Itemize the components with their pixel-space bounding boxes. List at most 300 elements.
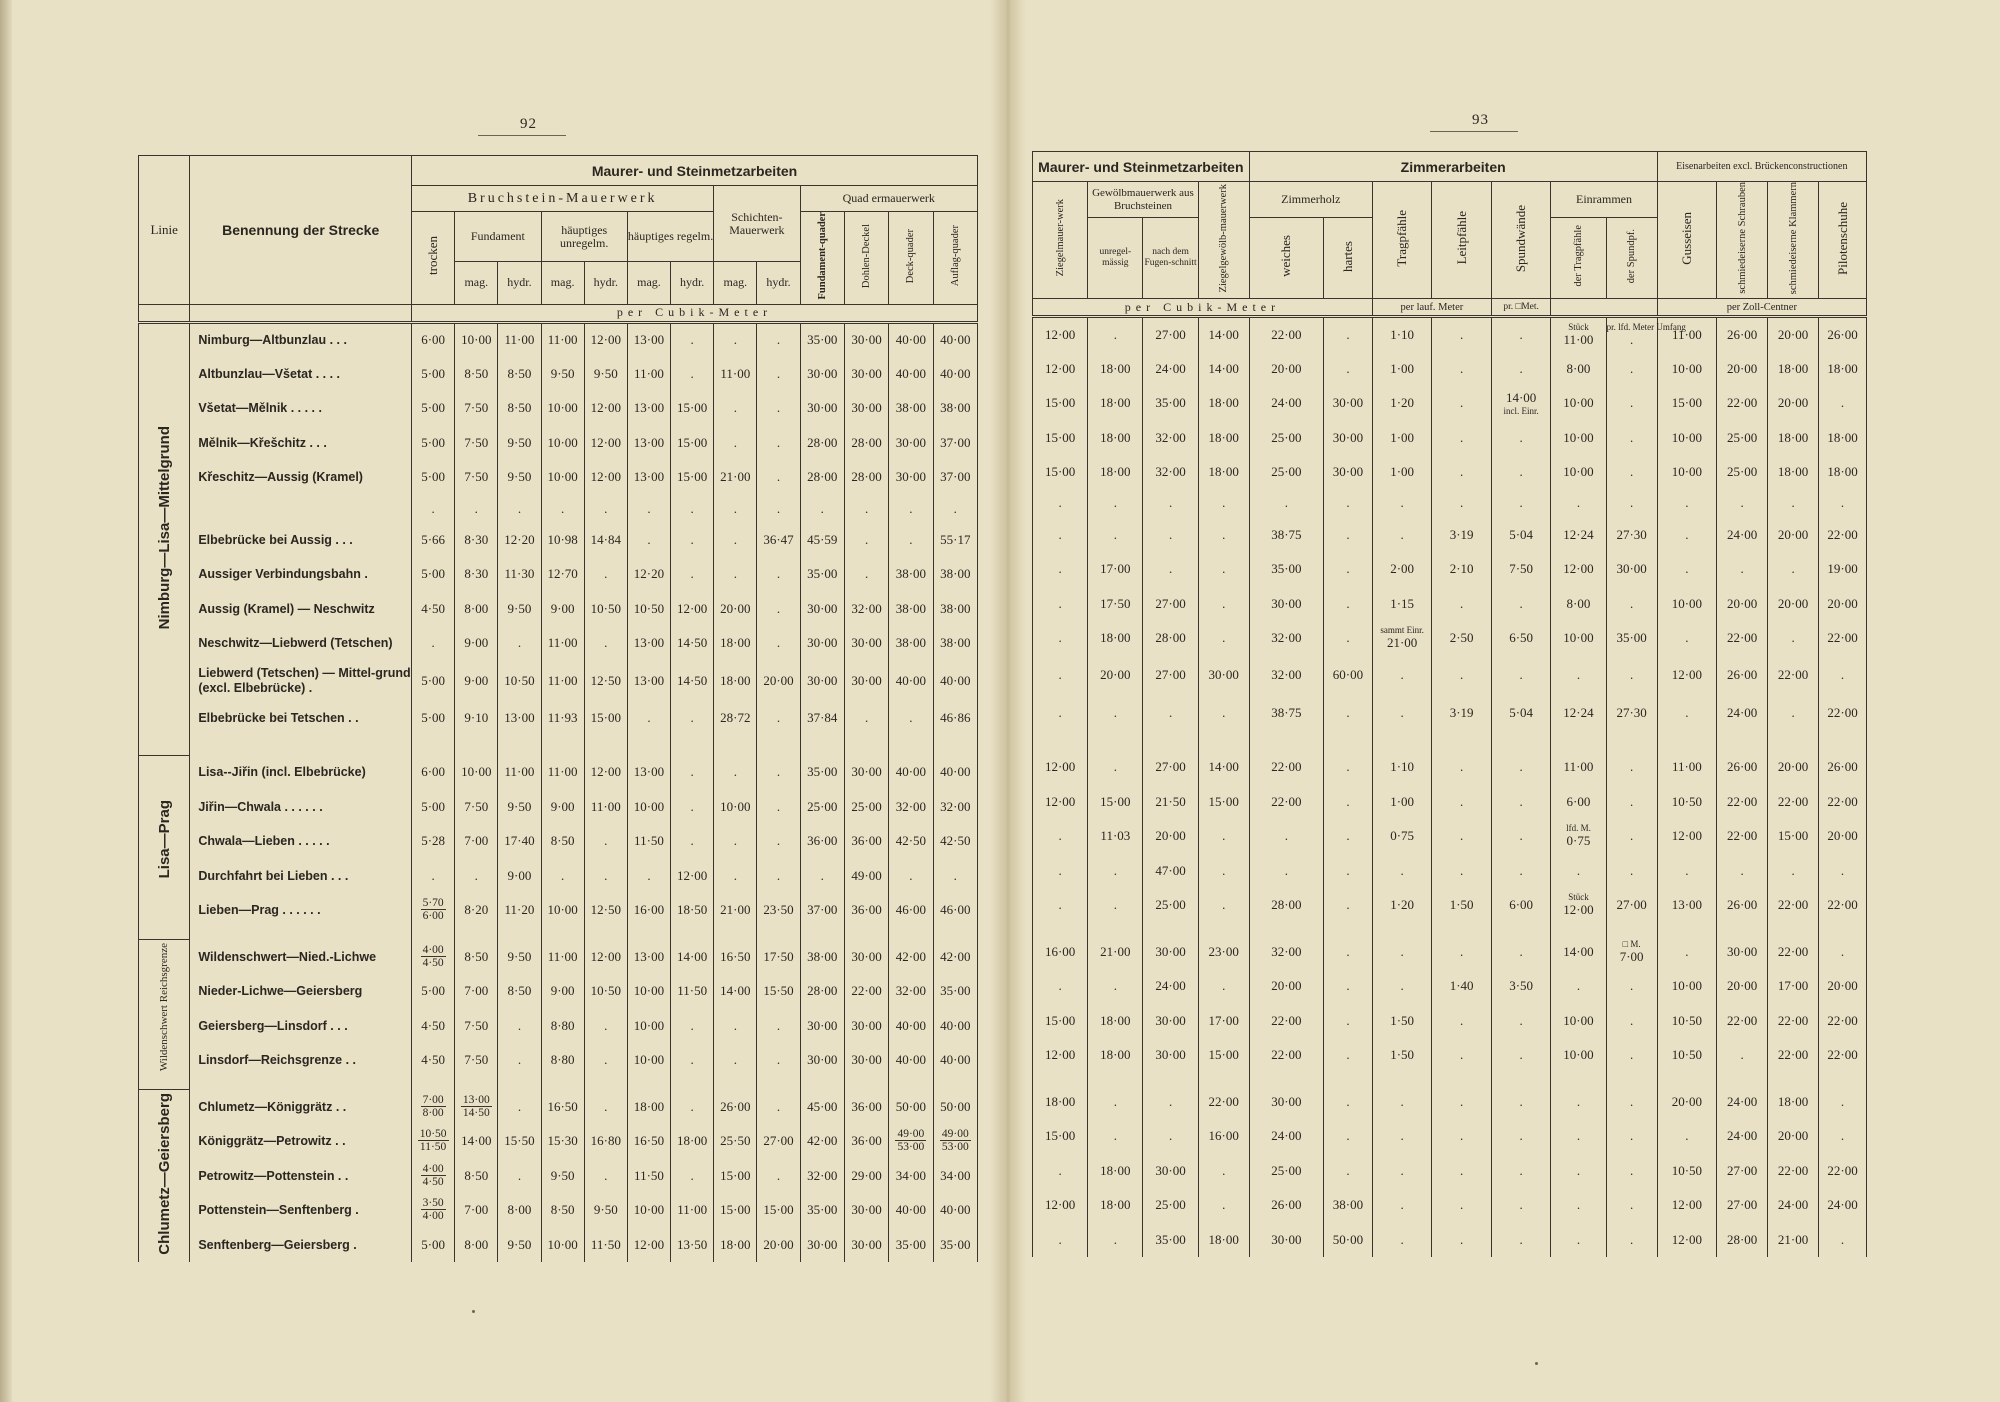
price-cell: 20·00 [1768,750,1819,785]
price-cell: 8·20 [455,893,498,928]
price-cell: 22·00 [1819,784,1867,819]
price-cell: 32·00 [1143,455,1198,490]
price-cell: 17·00 [1198,1003,1249,1038]
price-cell: 40·00 [933,661,977,701]
table-row [1033,819,1867,854]
price-cell: . [412,859,455,894]
price-cell: 18·00 [714,626,757,661]
price-cell: . [844,523,888,558]
table-row [139,1043,978,1078]
haupt-unregelm-header: häuptiges unregelm. [541,212,627,262]
price-cell: 16·00 [627,893,670,928]
price-cell: pr. lfd. Meter Umfang . [1606,317,1657,352]
group-spacer [139,1078,978,1090]
hydr-header: hydr. [671,262,714,304]
price-cell: 42·50 [933,824,977,859]
price-cell: . [1088,517,1143,552]
price-cell: 16·50 [627,1124,670,1159]
price-cell: . [844,701,888,736]
price-cell: 40·00 [933,322,977,357]
table-row [1033,552,1867,587]
route-name: Chlumetz—Königgrätz . . [190,1090,412,1125]
price-cell: $\frac{49\cdot 00}{53\cdot 00}$ [889,1124,933,1159]
table-row [139,391,978,426]
price-cell: . [1768,853,1819,888]
price-cell: 10·00 [1657,420,1716,455]
price-cell: 5·00 [412,557,455,592]
price-cell: 30·00 [800,1009,844,1044]
price-cell: 8·50 [541,1193,584,1228]
price-cell: 7·00 [455,1193,498,1228]
price-cell: . [1033,489,1088,517]
table-row [139,626,978,661]
price-cell: 12·24 [1551,695,1606,730]
price-cell: 10·00 [1551,420,1606,455]
price-cell: . [1372,655,1431,695]
price-cell: . [714,755,757,790]
price-cell: . [1198,969,1249,1004]
price-cell: 25·00 [800,790,844,825]
price-cell: 1·15 [1372,586,1431,621]
price-cell: . [1324,586,1373,621]
price-cell: 8·00 [1551,586,1606,621]
price-cell: 6·00 [412,755,455,790]
price-cell: . [1432,386,1491,421]
price-cell: . [1198,1153,1249,1188]
route-name: Nieder-Lichwe—Geiersberg [190,974,412,1009]
price-cell: . [671,1043,714,1078]
price-cell: 22·00 [1819,517,1867,552]
price-cell: 14·00 [714,974,757,1009]
fugenschnitt-header: nach dem Fugen-schnitt [1143,218,1198,299]
price-cell: 37·84 [800,701,844,736]
der-spundpf-header: der Spundpf. [1606,218,1657,299]
price-cell: 18·00 [1088,1188,1143,1223]
price-cell: 8·00 [455,592,498,627]
price-cell: . [1088,1119,1143,1154]
price-cell: 50·00 [933,1090,977,1125]
price-cell: 24·00 [1249,386,1323,421]
price-cell: 27·00 [1143,317,1198,352]
price-cell: 12·00 [1657,655,1716,695]
price-cell: 36·00 [844,1124,888,1159]
price-cell: 15·00 [757,1193,800,1228]
price-cell: 18·00 [1768,1084,1819,1119]
table-row [1033,517,1867,552]
price-cell: . [1606,1222,1657,1257]
price-cell: . [1143,489,1198,517]
price-cell: Stück 11·00 [1551,317,1606,352]
price-cell: . [1657,552,1716,587]
price-cell: 22·00 [1249,1003,1323,1038]
table-row [139,940,978,975]
price-cell: 13·00 [627,322,670,357]
price-cell: 5·00 [412,661,455,701]
price-cell: 8·50 [455,940,498,975]
price-cell: 40·00 [889,755,933,790]
price-cell: . [1088,969,1143,1004]
price-cell: 15·00 [1768,819,1819,854]
price-cell: 60·00 [1324,655,1373,695]
price-cell: 30·00 [1324,420,1373,455]
price-cell: . [1432,750,1491,785]
price-cell: 1·00 [1372,420,1431,455]
fundament-header: Fundament [455,212,541,262]
price-cell: 40·00 [889,357,933,392]
route-name: Lisa--Jiřin (incl. Elbebrücke) [190,755,412,790]
price-cell: 30·00 [800,391,844,426]
price-cell: . [1819,1084,1867,1119]
right-price-table [1032,151,1867,1257]
left-price-table [138,155,978,1262]
price-cell: 15·00 [1033,1119,1088,1154]
price-cell: 8·50 [498,357,541,392]
price-cell: . [1033,888,1088,923]
price-cell: 25·00 [1717,420,1768,455]
price-cell: $\frac{49\cdot 00}{53\cdot 00}$ [933,1124,977,1159]
price-cell: . [889,495,933,523]
price-cell: 20·00 [1768,386,1819,421]
price-cell: 11·00 [541,626,584,661]
price-cell: 24·00 [1249,1119,1323,1154]
price-cell: 22·00 [1249,1038,1323,1073]
price-cell: $\frac{10\cdot 50}{11\cdot 50}$ [412,1124,455,1159]
price-cell: 7·50 [455,790,498,825]
price-cell: 32·00 [889,974,933,1009]
price-cell: . [1324,621,1373,656]
table-row [139,322,978,357]
price-cell: 10·50 [1657,784,1716,819]
price-cell: 26·00 [1717,317,1768,352]
price-cell: . [1819,489,1867,517]
price-cell: . [714,1009,757,1044]
price-cell: 40·00 [889,661,933,701]
price-cell: 12·00 [1033,317,1088,352]
deckquader-header: Deck-quader [889,212,933,305]
price-cell: 42·00 [933,940,977,975]
route-name: Chwala—Lieben . . . . . [190,824,412,859]
price-cell: . [1551,1222,1606,1257]
fundamentquader-header: Fundament-quader [800,212,844,305]
einrammen-header: Einrammen [1551,182,1657,218]
line-label: Wildenschwert Reichsgrenze [139,940,190,1078]
price-cell: 14·00 incl. Einr. [1491,386,1550,421]
price-cell: 9·50 [498,940,541,975]
price-cell: . [1768,695,1819,730]
price-cell: 5·66 [412,523,455,558]
price-cell: 10·00 [1551,621,1606,656]
leitpfaehle-header: Leitpfähle [1432,182,1491,299]
price-cell: 18·00 [1819,455,1867,490]
price-cell: 1·50 [1432,888,1491,923]
route-name: Elbebrücke bei Tetschen . . [190,701,412,736]
price-cell: . [1324,934,1373,969]
price-cell: . [1606,489,1657,517]
price-cell: 47·00 [1143,853,1198,888]
price-cell: 22·00 [1768,784,1819,819]
price-cell: . [1198,586,1249,621]
price-cell: 20·00 [1819,586,1867,621]
price-cell: 32·00 [1249,621,1323,656]
price-cell: 11·00 [671,1193,714,1228]
price-cell: 32·00 [1143,420,1198,455]
price-cell: . [889,859,933,894]
price-cell: 18·00 [1088,1153,1143,1188]
price-cell: 30·00 [800,661,844,701]
price-cell: . [498,495,541,523]
table-row [1033,655,1867,695]
schichten-header: Schichten-Mauerwerk [714,186,800,262]
price-cell: 24·00 [1717,1119,1768,1154]
price-cell: . [1657,934,1716,969]
line-label: Lisa—Prag [139,755,190,928]
price-cell: 27·30 [1606,517,1657,552]
price-cell: 11·30 [498,557,541,592]
price-cell: . [1324,784,1373,819]
price-cell: 10·00 [1551,455,1606,490]
trocken-header: trocken [412,212,455,305]
price-cell: 30·00 [1249,1222,1323,1257]
table-row [1033,1188,1867,1223]
price-cell: . [1324,1084,1373,1119]
price-cell: . [541,495,584,523]
price-cell: . [455,859,498,894]
price-cell: 40·00 [889,1009,933,1044]
price-cell: 22·00 [1819,1003,1867,1038]
price-cell: 10·00 [1657,586,1716,621]
price-cell: 28·00 [800,426,844,461]
price-cell: . [1432,351,1491,386]
price-cell: 1·10 [1372,750,1431,785]
price-cell: . [757,391,800,426]
price-cell: . [1033,1153,1088,1188]
route-name: Elbebrücke bei Aussig . . . [190,523,412,558]
price-cell: 8·50 [498,391,541,426]
price-cell: . [1198,695,1249,730]
price-cell: 45·00 [800,1090,844,1125]
table-row [1033,420,1867,455]
price-cell: 21·00 [1088,934,1143,969]
price-cell: . [1372,1222,1431,1257]
price-cell: $\frac{5\cdot 70}{6\cdot 00}$ [412,893,455,928]
table-row [139,790,978,825]
price-cell: 6·00 [1491,888,1550,923]
price-cell: 9·10 [455,701,498,736]
price-cell: 28·00 [844,460,888,495]
price-cell: 11·93 [541,701,584,736]
price-cell: . [714,523,757,558]
price-cell: 11·00 [714,357,757,392]
price-cell: 21·50 [1143,784,1198,819]
book-gutter [990,0,1026,1402]
price-cell: 18·00 [627,1090,670,1125]
price-cell: 12·00 [1657,1222,1716,1257]
table-row [139,495,978,523]
price-cell: . [671,790,714,825]
route-name: Königgrätz—Petrowitz . . [190,1124,412,1159]
table-row [139,426,978,461]
price-cell: $\frac{4\cdot 00}{4\cdot 50}$ [412,1159,455,1194]
price-cell: 5·00 [412,357,455,392]
price-cell: 22·00 [1198,1084,1249,1119]
price-cell: 11·00 [498,322,541,357]
price-cell: 20·00 [1768,1119,1819,1154]
price-cell: 38·00 [889,557,933,592]
price-cell: 15·00 [1198,1038,1249,1073]
table-row [1033,455,1867,490]
units-qm: pr. □Met. [1491,299,1550,317]
table-row [1033,1153,1867,1188]
price-cell: 30·00 [1143,1038,1198,1073]
table-row [1033,1003,1867,1038]
price-cell: 15·50 [498,1124,541,1159]
price-cell: 15·00 [714,1159,757,1194]
price-cell: 10·50 [584,592,627,627]
price-cell: . [757,701,800,736]
price-cell: 40·00 [933,755,977,790]
price-cell: 7·50 [455,1043,498,1078]
price-cell: 30·00 [844,755,888,790]
price-cell: 30·00 [889,460,933,495]
table-row [1033,853,1867,888]
price-cell: . [889,523,933,558]
price-cell: 30·00 [800,1228,844,1263]
price-cell: 30·00 [1249,1084,1323,1119]
price-cell: . [1551,1084,1606,1119]
table-row [139,1193,978,1228]
price-cell: 32·00 [889,790,933,825]
price-cell: . [584,495,627,523]
table-row [139,1124,978,1159]
price-cell: 15·50 [757,974,800,1009]
price-cell: 16·50 [541,1090,584,1125]
price-cell: 22·00 [1819,1038,1867,1073]
price-cell: . [1432,455,1491,490]
price-cell: 40·00 [933,1193,977,1228]
price-cell: . [1432,1153,1491,1188]
price-cell: 38·00 [800,940,844,975]
mag-header: mag. [714,262,757,304]
price-cell: . [757,859,800,894]
price-cell: 10·00 [541,460,584,495]
der-tragpfaehle-header: der Tragpfähle [1551,218,1606,299]
price-cell: 12·00 [1657,819,1716,854]
price-cell: 9·00 [541,974,584,1009]
price-cell: . [1143,552,1198,587]
price-cell: 14·50 [671,626,714,661]
price-cell: . [1491,853,1550,888]
units-label: per Cubik-Meter [412,304,978,322]
price-cell: 9·00 [541,790,584,825]
price-cell: 38·00 [889,592,933,627]
price-cell: 18·00 [1088,1003,1143,1038]
price-cell: . [498,1043,541,1078]
price-cell: . [1432,1188,1491,1223]
price-cell: 6·50 [1491,621,1550,656]
price-cell: 13·50 [671,1228,714,1263]
price-cell: . [1088,489,1143,517]
price-cell: . [1033,695,1088,730]
price-cell: . [1491,819,1550,854]
zimmerholz-header: Zimmerholz [1249,182,1372,218]
price-cell: . [1491,1153,1550,1188]
price-cell: . [671,322,714,357]
price-cell: . [1491,655,1550,695]
price-cell: 14·50 [671,661,714,701]
price-cell: . [1819,655,1867,695]
price-cell: 12·24 [1551,517,1606,552]
price-cell: 10·00 [1657,455,1716,490]
price-cell: . [671,1090,714,1125]
price-cell: 30·00 [844,1193,888,1228]
price-cell: . [1033,621,1088,656]
price-cell: 10·00 [541,1228,584,1263]
table-row [1033,969,1867,1004]
price-cell: 46·00 [889,893,933,928]
price-cell: 20·00 [1143,819,1198,854]
price-cell: . [671,495,714,523]
price-cell: . [1372,1084,1431,1119]
price-cell: . [455,495,498,523]
table-row [139,859,978,894]
price-cell: 13·00 [627,755,670,790]
price-cell: . [757,322,800,357]
price-cell: . [671,1159,714,1194]
price-cell: 11·50 [584,1228,627,1263]
table-row [1033,750,1867,785]
ziegelmauerwerk-header: Ziegelmauer-werk [1033,182,1088,299]
price-cell: . [584,1043,627,1078]
price-cell: . [889,701,933,736]
pilotenschuhe-header: Pilotenschuhe [1819,182,1867,299]
price-cell: . [933,495,977,523]
price-cell: 30·00 [1606,552,1657,587]
price-cell: 30·00 [800,592,844,627]
units-zoll: per Zoll-Centner [1657,299,1866,317]
price-cell: 32·00 [1249,655,1323,695]
price-cell: 5·00 [412,460,455,495]
ziegelgewoelb-header: Ziegelgewölb-mauerwerk [1198,182,1249,299]
price-cell: 13·00 [627,391,670,426]
table-row [139,824,978,859]
weiches-header: weiches [1249,218,1323,299]
price-cell: . [1324,1038,1373,1073]
price-cell: 7·50 [455,426,498,461]
price-cell: 30·00 [800,357,844,392]
price-cell: 14·00 [1198,750,1249,785]
price-cell: 32·00 [800,1159,844,1194]
price-cell: . [757,790,800,825]
price-cell: . [757,824,800,859]
price-cell: 30·00 [889,426,933,461]
price-cell: 10·50 [1657,1038,1716,1073]
page-number-rule-left [478,135,566,136]
table-row [1033,351,1867,386]
price-cell: 5·00 [412,1228,455,1263]
price-cell: 10·50 [1657,1153,1716,1188]
table-row [139,523,978,558]
price-cell: 24·00 [1717,517,1768,552]
price-cell: 13·00 [627,626,670,661]
price-cell: 12·00 [1033,1038,1088,1073]
price-cell: 18·00 [714,1228,757,1263]
price-cell: 20·00 [1249,969,1323,1004]
price-cell: 46·00 [933,893,977,928]
price-cell: . [1606,386,1657,421]
price-cell: 34·00 [933,1159,977,1194]
price-cell: . [1606,420,1657,455]
price-cell: . [714,557,757,592]
